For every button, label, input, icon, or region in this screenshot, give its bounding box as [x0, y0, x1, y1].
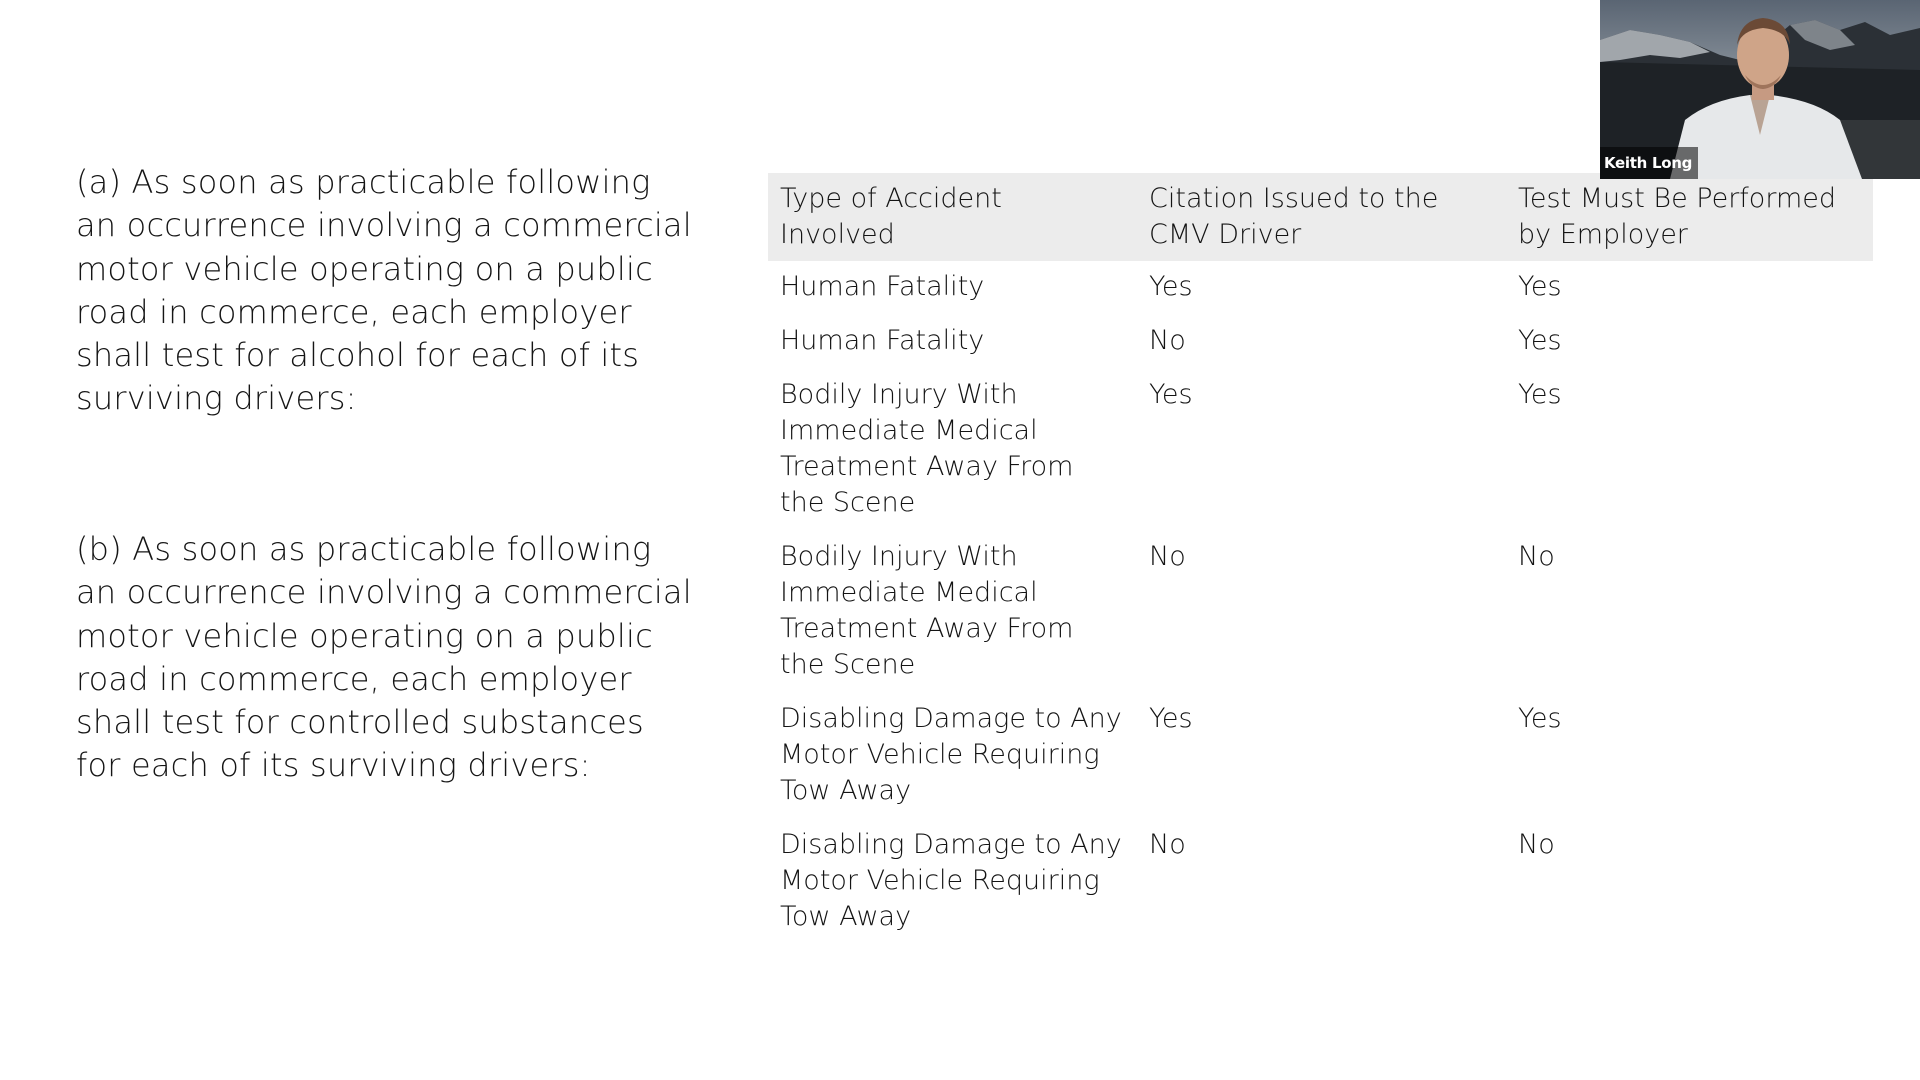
paragraph-b: (b) As soon as practicable following an occurrence involving a commercial motor vehicle operating on a public road in commerce, each employer shall test for controlled substances for each of its surviving drivers: — [76, 530, 692, 785]
cell-test-required: Yes — [1518, 379, 1562, 410]
participant-video-tile[interactable] — [1600, 0, 1920, 179]
cell-citation: No — [1149, 541, 1186, 572]
cell-test-required: No — [1518, 829, 1555, 860]
header-type-of-accident: Type of Accident Involved — [780, 183, 1002, 250]
cell-accident-type: Disabling Damage to Any Motor Vehicle Requiring Tow Away — [780, 703, 1122, 806]
cell-citation: No — [1149, 325, 1186, 356]
table-row — [768, 261, 1873, 317]
accident-test-table-container — [768, 173, 1873, 947]
cell-test-required: Yes — [1518, 703, 1562, 734]
table-row — [768, 533, 1873, 695]
cell-accident-type: Human Fatality — [780, 271, 985, 302]
cell-citation: Yes — [1149, 379, 1193, 410]
table-row — [768, 821, 1873, 947]
cell-citation: No — [1149, 829, 1186, 860]
accident-test-table — [768, 173, 1873, 947]
table-row — [768, 695, 1873, 821]
participant-name-label: Keith Long — [1600, 147, 1698, 179]
header-test-required: Test Must Be Performed by Employer — [1518, 183, 1837, 250]
cell-citation: Yes — [1149, 271, 1193, 302]
paragraph-a: (a) As soon as practicable following an occurrence involving a commercial motor vehicle operating on a public road in commerce, each employer shall test for alcohol for each of its surviving drivers: — [76, 163, 692, 418]
table-row — [768, 371, 1873, 533]
cell-test-required: No — [1518, 541, 1555, 572]
table-header — [768, 173, 1873, 261]
cell-test-required: Yes — [1518, 271, 1562, 302]
table-header-row — [768, 173, 1873, 261]
cell-accident-type: Human Fatality — [780, 325, 985, 356]
cell-accident-type: Bodily Injury With Immediate Medical Treatment Away From the Scene — [780, 379, 1074, 518]
cell-test-required: Yes — [1518, 325, 1562, 356]
table-body — [768, 261, 1873, 947]
cell-accident-type: Bodily Injury With Immediate Medical Treatment Away From the Scene — [780, 541, 1074, 680]
header-citation-issued: Citation Issued to the CMV Driver — [1149, 183, 1439, 250]
table-row — [768, 317, 1873, 371]
cell-accident-type: Disabling Damage to Any Motor Vehicle Requiring Tow Away — [780, 829, 1122, 932]
cell-citation: Yes — [1149, 703, 1193, 734]
